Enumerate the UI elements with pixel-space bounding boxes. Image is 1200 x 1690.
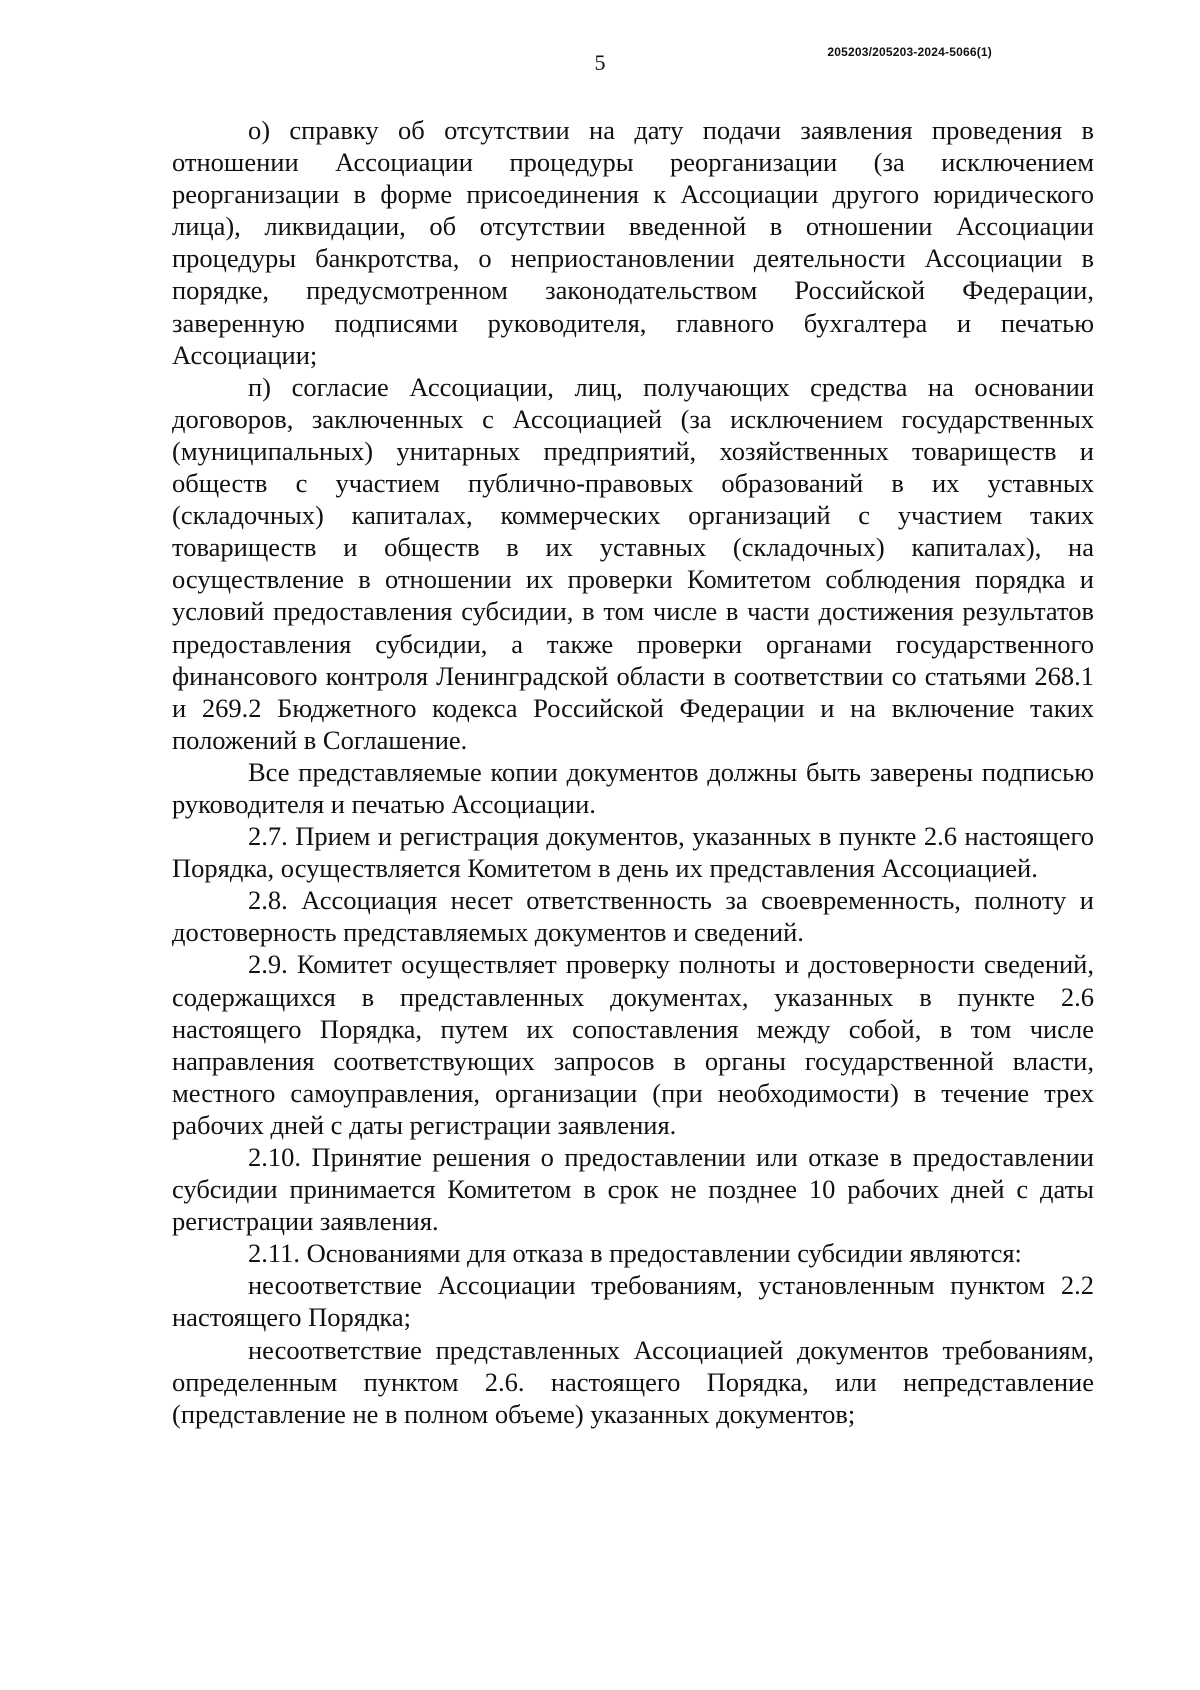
paragraph-item-o: о) справку об отсутствии на дату подачи заявления проведения в отношении Ассоциации процедуры реорганизации (за исключением реорганизации в форме присоединения к Ассоциации другого юридического лица), ликвидации, об отсутствии введенной в отношении Ассоциации процедуры банкротства, о неприостановлении деятельности Ассоциации в порядке, предусмотренном законодательством Российской Федерации, заверенную подписями руководителя, главного бухгалтера и печатью Ассоциации; [172,115,1094,370]
paragraph-2-7: 2.7. Прием и регистрация документов, указанных в пункте 2.6 настоящего Порядка, осуществляется Комитетом в день их представления Ассоциацией. [172,821,1094,884]
paragraph-copies-certification: Все представляемые копии документов должны быть заверены подписью руководителя и печатью Ассоциации. [172,756,1094,819]
paragraph-2-11: 2.11. Основаниями для отказа в предоставлении субсидии являются: [248,1238,1022,1269]
paragraph-item-p: п) согласие Ассоциации, лиц, получающих средства на основании договоров, заключенных с Ассоциацией (за исключением государственных (муниципальных) унитарных предприятий, хозяйственных товариществ и обществ с участием публично-правовых образований в их уставных (складочных) капиталах, коммерческих организаций с участием таких товариществ и обществ в их уставных (складочных) капиталах), на осуществление в отношении их проверки Комитетом соблюдения порядка и условий предоставления субсидии, в том числе в части достижения результатов предоставления субсидии, а также проверки органами государственного финансового контроля Ленинградской области в соответствии со статьями 268.1 и 269.2 Бюджетного кодекса Российской Федерации и на включение таких положений в Соглашение. [172,371,1094,755]
paragraph-refusal-ground-2: несоответствие представленных Ассоциацией документов требованиям, определенным пунктом 2.6. настоящего Порядка, или непредставление (представление не в полном объеме) указанных документов; [172,1334,1094,1429]
document-body [172,114,1094,1430]
paragraph-2-9: 2.9. Комитет осуществляет проверку полноты и достоверности сведений, содержащихся в представленных документах, указанных в пункте 2.6 настоящего Порядка, путем их сопоставления между собой, в том числе направления соответствующих запросов в органы государственной власти, местного самоуправления, организации (при необходимости) в течение трех рабочих дней с даты регистрации заявления. [172,949,1094,1140]
paragraph-2-10: 2.10. Принятие решения о предоставлении или отказе в предоставлении субсидии принимается Комитетом в срок не позднее 10 рабочих дней с даты регистрации заявления. [172,1142,1094,1237]
document-id: 205203/205203-2024-5066(1) [827,45,992,59]
page-number: 5 [594,50,606,75]
paragraph-2-8: 2.8. Ассоциация несет ответственность за своевременность, полноту и достоверность представляемых документов и сведений. [172,885,1094,948]
paragraph-refusal-ground-1: несоответствие Ассоциации требованиям, установленным пунктом 2.2 настоящего Порядка; [172,1270,1094,1333]
